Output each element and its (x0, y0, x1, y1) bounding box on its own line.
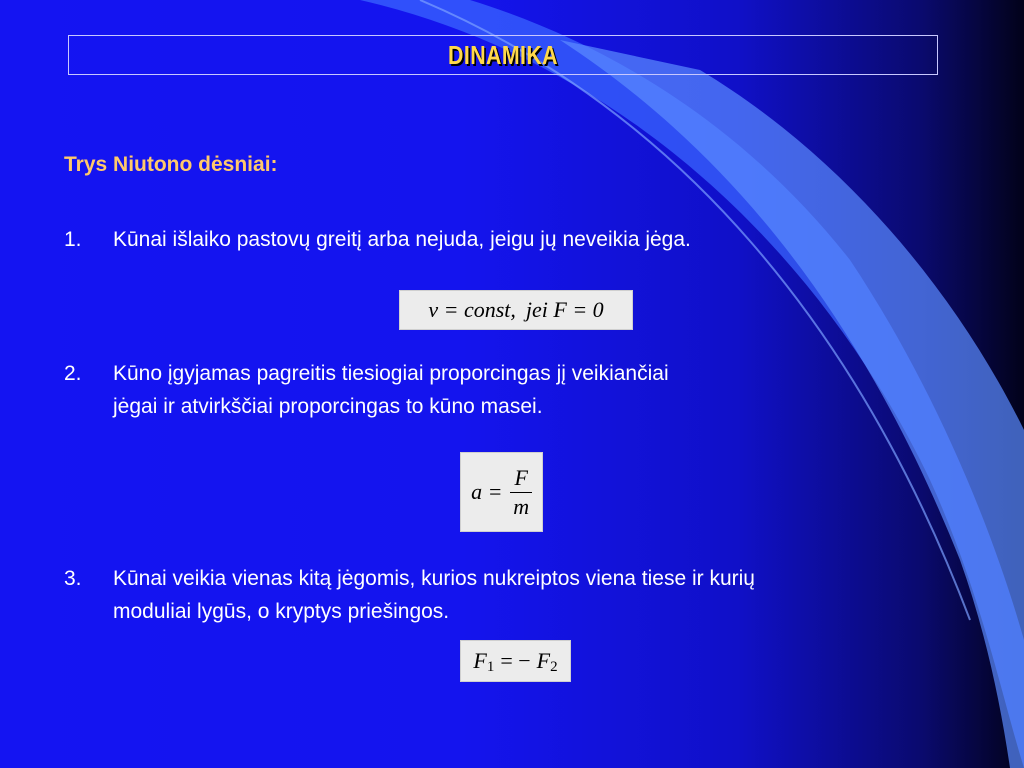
formula-second-law (460, 452, 543, 532)
law-3-line-2: moduliai lygūs, o kryptys priešingos. (113, 600, 450, 623)
formula-third-law (460, 640, 571, 682)
law-3-number: 3. (64, 567, 82, 590)
formula-second-law-denominator: m (513, 493, 530, 519)
law-3 (64, 562, 755, 628)
formula-first-law-comma: , (510, 297, 516, 322)
title-box (68, 35, 938, 75)
law-2 (64, 357, 669, 423)
formula-third-law-f2: F (536, 648, 551, 673)
law-2-number: 2. (64, 362, 82, 385)
formula-third-law-f2-sub: 2 (550, 658, 558, 675)
formula-first-law-left: v = const (428, 297, 511, 322)
page-title: DINAMIKA (448, 39, 558, 70)
formula-first-law (399, 290, 633, 330)
formula-first-law-right: jei F = 0 (525, 297, 604, 322)
formula-second-law-fraction (510, 464, 531, 521)
law-2-line-2: jėgai ir atvirkščiai proporcingas to kūno masei. (113, 395, 543, 418)
formula-third-law-eq: = − (500, 648, 531, 673)
law-1-number: 1. (64, 228, 82, 251)
formula-second-law-numerator: F (510, 464, 531, 493)
law-2-line-1: Kūno įgyjamas pagreitis tiesiogiai proporcingas jį veikiančiai (113, 362, 669, 385)
law-1-line-1: Kūnai išlaiko pastovų greitį arba nejuda, jeigu jų neveikia jėga. (113, 228, 691, 251)
formula-second-law-lhs: a = (471, 479, 503, 504)
formula-third-law-f1-sub: 1 (486, 658, 495, 675)
formula-third-law-f1: F (473, 648, 487, 673)
subtitle: Trys Niutono dėsniai: (64, 153, 278, 176)
law-3-line-1: Kūnai veikia vienas kitą jėgomis, kurios nukreiptos viena tiese ir kurių (113, 567, 755, 590)
law-1 (64, 223, 691, 256)
